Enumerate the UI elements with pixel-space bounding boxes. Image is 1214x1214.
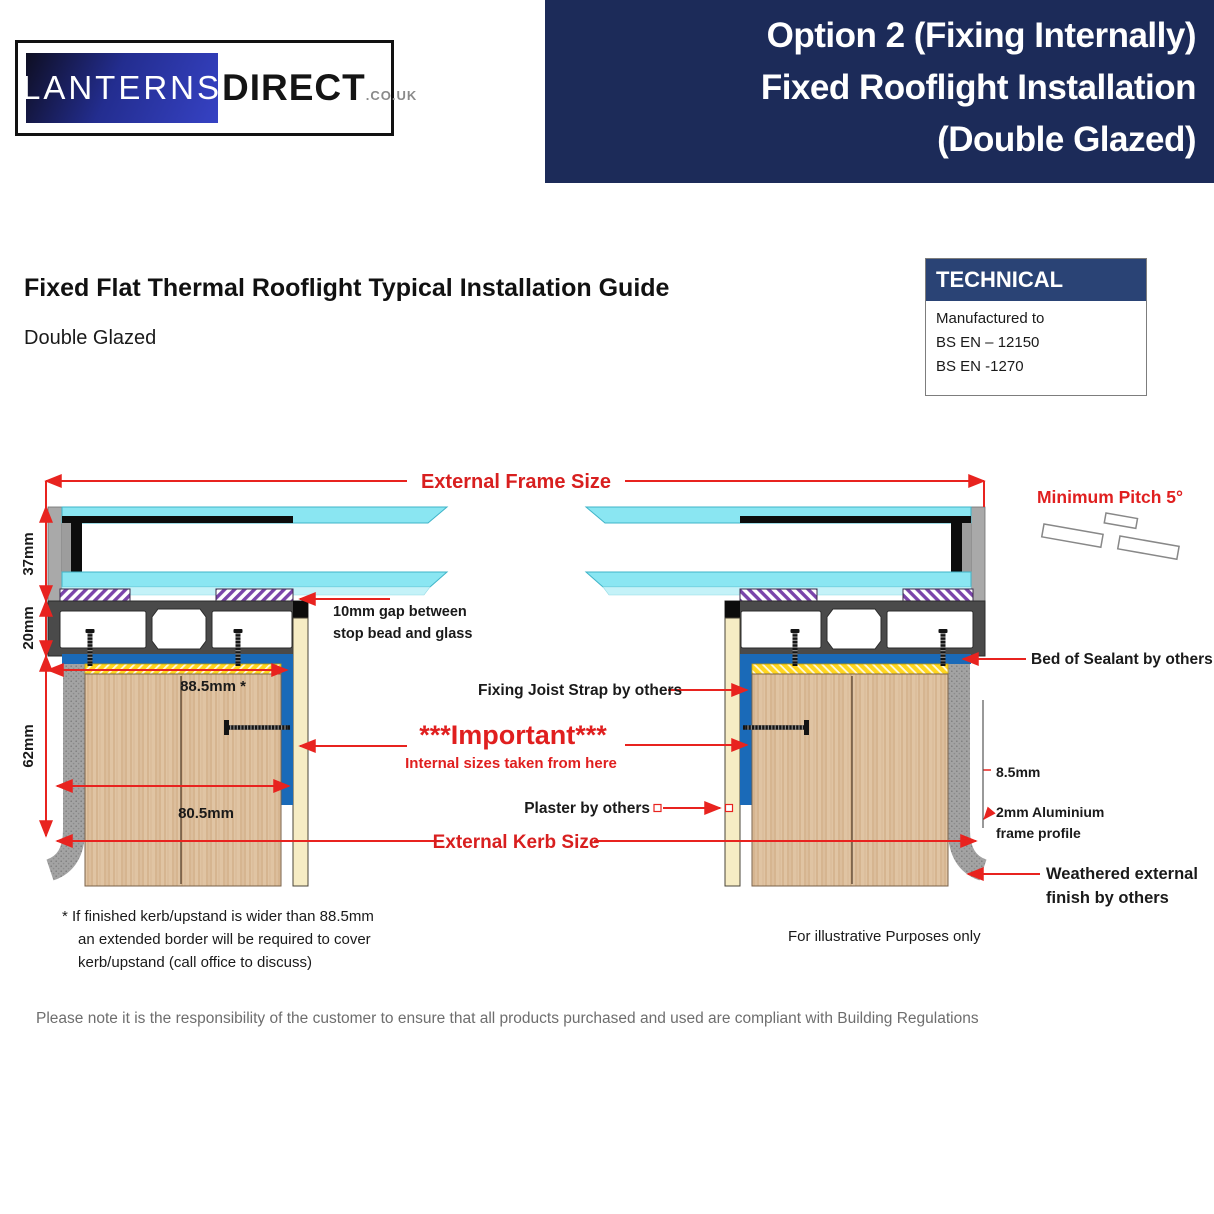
weathered-label-line-1: Weathered external (1046, 865, 1198, 883)
footnote-line-2: an extended border will be required to cover (78, 931, 371, 948)
external-kerb-size-label: External Kerb Size (432, 832, 600, 853)
dim-20mm-label: 20mm (20, 606, 37, 650)
footnote-line-3: kerb/upstand (call office to discuss) (78, 954, 313, 971)
banner-line-2: Fixed Rooflight Installation (760, 68, 1196, 107)
internal-sizes-label: Internal sizes taken from here (405, 755, 617, 772)
dim-37mm-label: 37mm (20, 532, 37, 576)
weathered-label-line-2: finish by others (1046, 889, 1169, 907)
banner-line-1: Option 2 (Fixing Internally) (766, 16, 1196, 55)
cross-section-diagram (0, 440, 1214, 1012)
footnote-line-1: * If finished kerb/upstand is wider than 88.5mm (62, 908, 374, 925)
technical-line-1: Manufactured to (936, 310, 1045, 327)
sealant-label: Bed of Sealant by others (1031, 651, 1213, 668)
page-title: Fixed Flat Thermal Rooflight Typical Installation Guide (24, 274, 670, 302)
illustrative-label: For illustrative Purposes only (788, 928, 981, 945)
aluminium-label-line-2: frame profile (996, 825, 1081, 841)
lanterns-direct-logo (15, 40, 418, 136)
technical-box (925, 258, 1147, 396)
min-pitch-label: Minimum Pitch 5° (1036, 487, 1184, 507)
dim-8-5mm-label: 8.5mm (996, 764, 1041, 780)
building-regulations-note: Please note it is the responsibility of the customer to ensure that all products purchased and used are compliant with Building Regulations (36, 1010, 979, 1027)
external-frame-size-label: External Frame Size (420, 471, 612, 493)
page-subtitle: Double Glazed (24, 327, 157, 349)
technical-line-3: BS EN -1270 (936, 358, 1024, 375)
aluminium-label-line-1: 2mm Aluminium (996, 804, 1105, 820)
logo-blue-block (21, 53, 223, 123)
left-section-drawing (48, 507, 447, 886)
banner-line-3: (Double Glazed) (937, 120, 1196, 159)
dim-80-5mm-label: 80.5mm (178, 805, 234, 822)
technical-body (926, 301, 1146, 385)
logo-direct-text: DIRECT (222, 67, 366, 108)
plaster-marker-square-end (726, 805, 733, 812)
dim-62mm-label: 62mm (20, 724, 37, 768)
plaster-label: Plaster by others (524, 800, 650, 817)
important-label: ***Important*** (419, 720, 607, 750)
pitch-icon (1042, 513, 1179, 559)
option-banner (545, 0, 1214, 183)
technical-heading: TECHNICAL (926, 259, 1146, 301)
logo-lanterns-text: LANTERNS (21, 69, 223, 106)
joist-strap-label: Fixing Joist Strap by others (478, 682, 683, 699)
technical-line-2: BS EN – 12150 (936, 334, 1040, 351)
logo-tld-text: .CO.UK (365, 87, 418, 103)
gap-label-line-2: stop bead and glass (333, 626, 473, 642)
dim-88-5mm-label: 88.5mm * (180, 678, 246, 695)
plaster-marker-square-start (654, 805, 661, 812)
gap-label-line-1: 10mm gap between (333, 604, 467, 620)
